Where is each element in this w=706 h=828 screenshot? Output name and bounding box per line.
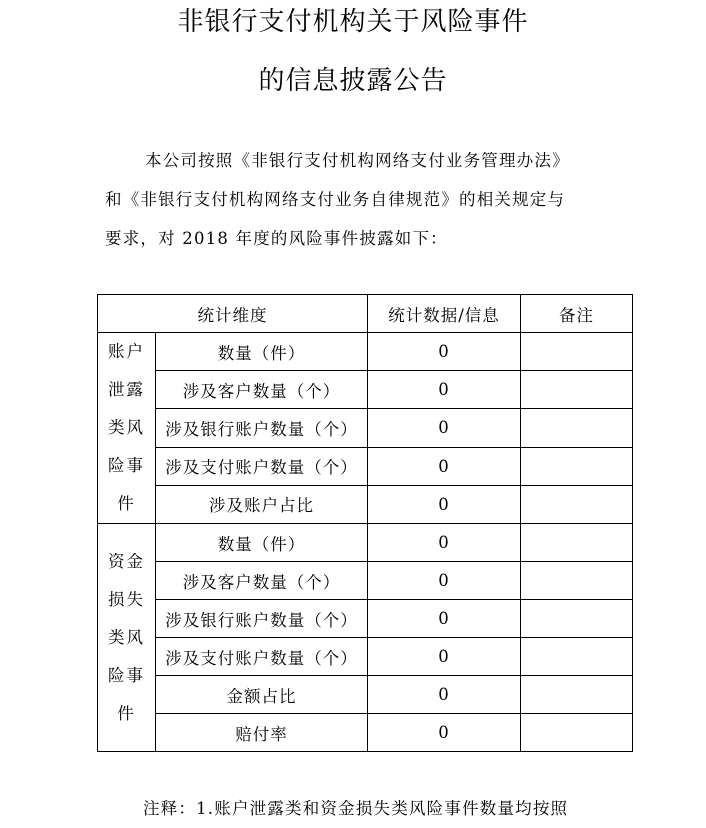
- row-value: 0: [368, 714, 521, 752]
- row-note: [521, 676, 633, 714]
- row-note: [521, 524, 633, 562]
- row-item: 涉及客户数量（个）: [156, 371, 368, 409]
- table-header-row: [98, 295, 633, 333]
- document-title-line-1: 非银行支付机构关于风险事件: [177, 7, 529, 37]
- row-item: 数量（件）: [156, 333, 368, 371]
- table-row: [98, 562, 633, 600]
- intro-paragraph-line-1: 本公司按照《非银行支付机构网络支付业务管理办法》: [145, 151, 570, 170]
- row-note: [521, 638, 633, 676]
- row-value: 0: [368, 447, 521, 485]
- table-row: [98, 371, 633, 409]
- table-row: [98, 638, 633, 676]
- risk-event-table: [97, 294, 633, 752]
- table-row: [98, 714, 633, 752]
- row-value: 0: [368, 409, 521, 447]
- table-row: [98, 600, 633, 638]
- table-row: [98, 524, 633, 562]
- row-note: [521, 562, 633, 600]
- row-item: 涉及支付账户数量（个）: [156, 638, 368, 676]
- row-note: [521, 371, 633, 409]
- row-value: 0: [368, 333, 521, 371]
- row-item: 涉及支付账户数量（个）: [156, 447, 368, 485]
- row-note: [521, 447, 633, 485]
- table-row: [98, 409, 633, 447]
- table-row: [98, 485, 633, 523]
- intro-paragraph-line-2: 和《非银行支付机构网络支付业务自律规范》的相关规定与: [105, 190, 566, 209]
- row-item: 赔付率: [156, 714, 368, 752]
- row-value: 0: [368, 600, 521, 638]
- row-value: 0: [368, 638, 521, 676]
- row-value: 0: [368, 524, 521, 562]
- header-data: 统计数据/信息: [368, 295, 521, 333]
- intro-paragraph-line-3: 要求，对 2018 年度的风险事件披露如下：: [105, 229, 448, 248]
- row-item: 金额占比: [156, 676, 368, 714]
- group-label-account-leak: 账户泄露类风险事件: [98, 333, 156, 524]
- table-row: [98, 676, 633, 714]
- row-note: [521, 409, 633, 447]
- row-note: [521, 600, 633, 638]
- row-value: 0: [368, 562, 521, 600]
- row-value: 0: [368, 485, 521, 523]
- row-item: 数量（件）: [156, 524, 368, 562]
- row-item: 涉及账户占比: [156, 485, 368, 523]
- table-row: [98, 333, 633, 371]
- header-dimension: 统计维度: [98, 295, 368, 333]
- row-value: 0: [368, 676, 521, 714]
- row-note: [521, 333, 633, 371]
- row-item: 涉及银行账户数量（个）: [156, 600, 368, 638]
- row-note: [521, 485, 633, 523]
- row-value: 0: [368, 371, 521, 409]
- row-item: 涉及银行账户数量（个）: [156, 409, 368, 447]
- row-note: [521, 714, 633, 752]
- header-remarks: 备注: [521, 295, 633, 333]
- table-row: [98, 447, 633, 485]
- document-title-line-2: 的信息披露公告: [258, 66, 448, 96]
- footnote-text: 注释：1.账户泄露类和资金损失类风险事件数量均按照: [143, 799, 569, 818]
- row-item: 涉及客户数量（个）: [156, 562, 368, 600]
- group-label-fund-loss: 资金损失类风险事件: [98, 524, 156, 752]
